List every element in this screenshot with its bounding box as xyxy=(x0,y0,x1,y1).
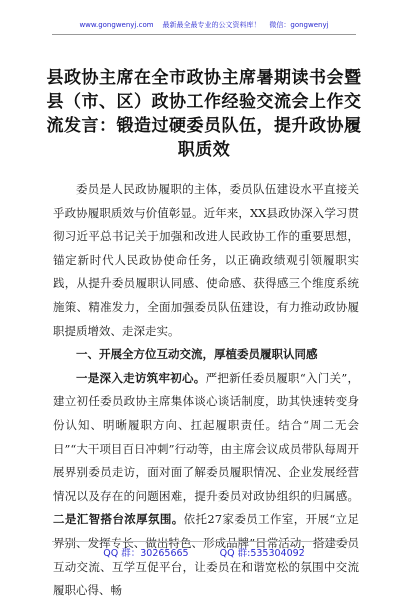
document-title: 县政协主席在全市政协主席暑期读书会暨县（市、区）政协工作经验交流会上作交流发言：锻造过硬委员队伍，提升政协履职质效 xyxy=(46,68,362,161)
section-heading: 一、开展全方位互动交流，厚植委员履职认同感 xyxy=(76,347,318,362)
header-divider xyxy=(52,34,356,35)
point-2-text: 依托27家委员工作室，开展“立足界别、发挥专长、做出特色、形成品牌”日常活动，搭建委员互动交流、互学互促平台，让委员在和谐宽松的氛围中交流履职心得、畅 xyxy=(53,512,359,598)
header-wechat: 微信：gongwenyj xyxy=(269,21,329,29)
page-header xyxy=(0,20,408,30)
footer-divider xyxy=(52,541,356,542)
document-body xyxy=(53,178,359,603)
page-footer xyxy=(0,545,408,559)
section-paragraph xyxy=(53,367,359,603)
header-slogan: 最新最全最专业的公文资料库！ xyxy=(162,21,261,29)
footer-qq-group-2: QQ 群:535304092 xyxy=(219,548,305,559)
footer-qq-group-1: QQ 群：30265665 xyxy=(103,548,189,559)
intro-paragraph: 委员是人民政协履职的主体，委员队伍建设水平直接关乎政协履职质效与价值彰显。近年来，XX县政协深入学习贯彻习近平总书记关于加强和改进人民政协工作的重要思想，锚定新时代人民政协使命任务，以正确政绩观引领履职实践，从提升委员履职认同感、使命感、获得感三个维度系统施策、精准发力，全面加强委员队伍建设，有力推动政协履职提质增效、走深走实。 xyxy=(53,182,359,338)
lead-point-2: 二是汇智搭台浓厚氛围。 xyxy=(53,512,184,527)
header-site-link[interactable]: www.gongwenyj.com xyxy=(79,21,154,29)
point-1-text: 严把新任委员履职“入门关”，建立初任委员政协主席集体谈心谈话制度，助其快速转变身份认知、明晰履职方向、扛起履职责任。结合“周二无会日”“大干项目百日冲刺”行动等，由主席会议成员带队每周开展界别委员走访，面对面了解委员履职情况、企业发展经营情况以及存在的问题困难，提升委员对政协组织的归属感。 xyxy=(53,370,359,503)
lead-point-1: 一是深入走访筑牢初心。 xyxy=(76,370,206,385)
